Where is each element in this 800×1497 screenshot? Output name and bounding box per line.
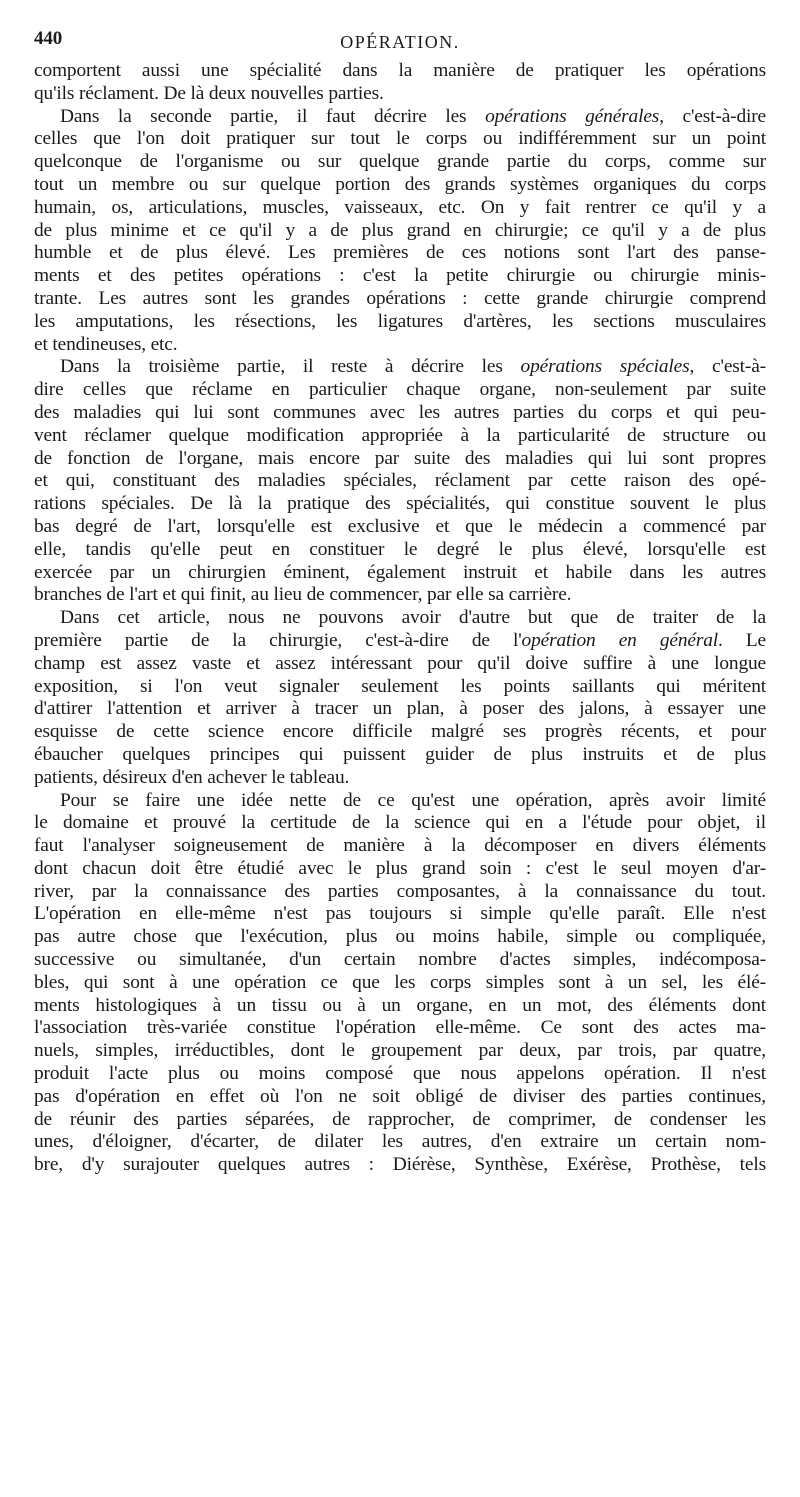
text-line: pas autre chose que l'exécution, plus ou moins habile, simple ou compliquée, [34,926,766,948]
text-line: de plus minime et ce qu'il y a de plus grand en chirurgie; ce qu'il y a de plus [34,219,766,241]
text-line: bre, d'y surajouter quelques autres : Diérèse, Synthèse, Exérèse, Prothèse, tels [34,1154,766,1176]
text-line: patients, désireux d'en achever le tableau. [34,766,350,788]
text-line: champ est assez vaste et assez intéressant pour qu'il doive suffire à une longue [34,652,766,674]
text-line: exercée par un chirurgien éminent, également instruit et habile dans les autres [34,561,766,583]
book-page [34,28,766,1177]
text-line: esquisse de cette science encore difficile malgré ses progrès récents, et pour [34,721,766,743]
paragraph-p4 [34,607,766,789]
text-line: rations spéciales. De là la pratique des spécialités, qui constitue souvent le plus [34,493,766,515]
text-line: première partie de la chirurgie, c'est-à-dire de l'opération en général. Le [34,629,766,651]
text-line: dont chacun doit être étudié avec le plus grand soin : c'est le seul moyen d'ar- [34,857,766,879]
text-line: le domaine et prouvé la certitude de la science qui en a l'étude pour objet, il [34,812,766,834]
text-line: exposition, si l'on veut signaler seulement les points saillants qui méritent [34,675,766,697]
page-number: 440 [34,28,63,49]
text-line: Dans la seconde partie, il faut décrire les opérations générales, c'est-à-dire [60,105,767,127]
text-line: faut l'analyser soigneusement de manière à la décomposer en divers éléments [34,835,766,857]
text-line: bles, qui sont à une opération ce que les corps simples sont à un sel, les élé- [34,971,766,993]
italic-term: opération en général [521,629,719,651]
italic-term: opérations spéciales [520,356,690,378]
text-line: comportent aussi une spécialité dans la manière de pratiquer les opérations [34,60,766,81]
text-line: qu'ils réclament. De là deux nouvelles parties. [34,82,384,104]
text-line: tout un membre ou sur quelque portion des grands systèmes organiques du corps [34,173,766,195]
body-text [34,60,766,1177]
text-line: L'opération en elle-même n'est pas toujours si simple qu'elle paraît. Elle n'est [34,903,766,925]
text-line: nuels, simples, irréductibles, dont le groupement par deux, par trois, par quatre, [34,1040,766,1062]
paragraph-p1 [34,60,766,106]
paragraph-p5 [34,790,766,1178]
text-line: pas d'opération en effet où l'on ne soit obligé de diviser des parties continues, [34,1085,766,1107]
text-line: dire celles que réclame en particulier chaque organe, non-seulement par suite [34,379,766,401]
text-line: successive ou simultanée, d'un certain nombre d'actes simples, indécomposa- [34,949,766,971]
text-line: humain, os, articulations, muscles, vaisseaux, etc. On y fait rentrer ce qu'il y a [34,196,766,218]
text-line: vent réclamer quelque modification appropriée à la particularité de structure ou [34,424,766,446]
text-line: des maladies qui lui sont communes avec les autres parties du corps et qui peu- [34,401,766,423]
text-line: humble et de plus élevé. Les premières de ces notions sont l'art des panse- [34,242,766,264]
text-line: et tendineuses, etc. [34,333,178,355]
text-line: Pour se faire une idée nette de ce qu'est une opération, après avoir limité [60,789,766,811]
text-line: branches de l'art et qui finit, au lieu de commencer, par elle sa carrière. [34,584,572,606]
text-line: unes, d'éloigner, d'écarter, de dilater les autres, d'en extraire un certain nom- [34,1131,766,1153]
text-line: ments et des petites opérations : c'est la petite chirurgie ou chirurgie minis- [34,265,766,287]
text-line: river, par la connaissance des parties composantes, à la connaissance du tout. [34,880,766,902]
text-line: elle, tandis qu'elle peut en constituer le degré le plus élevé, lorsqu'elle est [34,538,766,560]
text-line: de réunir des parties séparées, de rapprocher, de comprimer, de condenser les [34,1108,766,1130]
paragraph-p2 [34,106,766,357]
text-line: de fonction de l'organe, mais encore par suite des maladies qui lui sont propres [34,447,766,469]
text-line: celles que l'on doit pratiquer sur tout le corps ou indifféremment sur un point [34,128,766,150]
text-line: ments histologiques à un tissu ou à un organe, en un mot, des éléments dont [34,994,766,1016]
text-line: quelconque de l'organisme ou sur quelque grande partie du corps, comme sur [34,151,766,173]
text-line: ébaucher quelques principes qui puissent guider de plus instruits et de plus [34,743,766,765]
paragraph-p3 [34,356,766,607]
text-line: bas degré de l'art, lorsqu'elle est exclusive et que le médecin a commencé par [34,515,766,537]
text-line: et qui, constituant des maladies spéciales, réclament par cette raison des opé- [34,470,766,492]
text-line: Dans cet article, nous ne pouvons avoir d'autre but que de traiter de la [60,607,766,629]
text-line: trante. Les autres sont les grandes opérations : cette grande chirurgie comprend [34,287,766,309]
italic-term: opérations générales [485,105,660,127]
text-line: Dans la troisième partie, il reste à décrire les opérations spéciales, c'est-à- [60,356,766,378]
running-title: OPÉRATION. [340,32,460,52]
text-line: d'attirer l'attention et arriver à tracer un plan, à poser des jalons, à essayer une [34,698,766,720]
text-line: l'association très-variée constitue l'opération elle-même. Ce sont des actes ma- [34,1017,766,1039]
text-line: produit l'acte plus ou moins composé que nous appelons opération. Il n'est [34,1063,766,1085]
text-line: les amputations, les résections, les ligatures d'artères, les sections musculaires [34,310,766,332]
running-head [34,28,766,58]
